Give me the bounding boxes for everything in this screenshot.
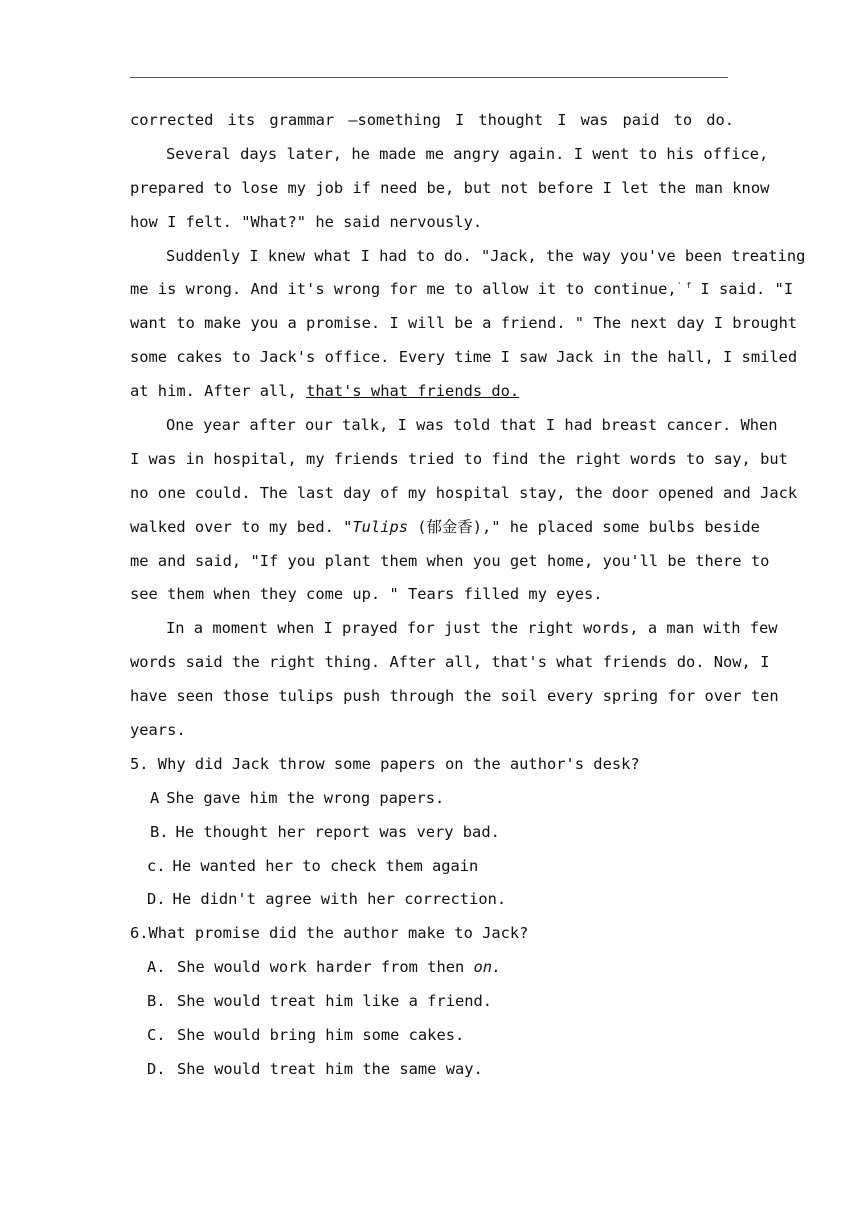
option-text-italic: on. bbox=[473, 958, 502, 977]
header-rule bbox=[130, 77, 728, 78]
passage-line: I was in hospital, my friends tried to find the right words to say, but bbox=[130, 449, 788, 468]
passage-line: In a moment when I prayed for just the right words, a man with few bbox=[166, 619, 778, 638]
option-text bbox=[177, 951, 501, 985]
answer-option-b[interactable] bbox=[130, 985, 734, 1019]
option-letter: C. bbox=[147, 1026, 166, 1045]
passage-line: me and said, "If you plant them when you get home, you'll be there to bbox=[130, 551, 770, 570]
passage-text: I said. "I bbox=[691, 280, 794, 299]
passage-line: prepared to lose my job if need be, but not before I let the man know bbox=[130, 178, 770, 197]
italic-word: Tulips bbox=[352, 517, 408, 536]
option-text: He thought her report was very bad. bbox=[175, 822, 500, 841]
passage-line bbox=[130, 375, 734, 409]
answer-option-c[interactable] bbox=[130, 1019, 734, 1053]
option-letter: A bbox=[150, 788, 160, 807]
answer-option-d[interactable] bbox=[130, 883, 734, 917]
option-text: She would treat him like a friend. bbox=[177, 992, 493, 1011]
option-text: He wanted her to check them again bbox=[172, 856, 479, 875]
passage-line: Several days later, he made me angry again. I went to his office, bbox=[166, 144, 769, 163]
passage-line: see them when they come up. " Tears filled my eyes. bbox=[130, 585, 603, 604]
answer-option-d[interactable] bbox=[130, 1053, 734, 1087]
option-letter: D. bbox=[147, 1059, 166, 1078]
document-body bbox=[130, 104, 806, 1087]
option-letter: B. bbox=[150, 822, 169, 841]
option-letter: A. bbox=[147, 958, 166, 977]
passage-text: at him. After all, bbox=[130, 382, 307, 401]
option-text: He didn't agree with her correction. bbox=[172, 890, 507, 909]
passage-text: (郁金香)," he placed some bulbs beside bbox=[408, 517, 760, 536]
passage-line: no one could. The last day of my hospital stay, the door opened and Jack bbox=[130, 483, 798, 502]
answer-option-a[interactable] bbox=[130, 782, 734, 816]
option-text: She gave him the wrong papers. bbox=[166, 788, 445, 807]
question-stem: 6.What promise did the author make to Jack? bbox=[130, 924, 529, 943]
option-text-main: She would work harder from then bbox=[177, 958, 474, 977]
underlined-phrase: that's what friends do. bbox=[306, 382, 520, 401]
passage-text: me is wrong. And it's wrong for me to allow it to continue, bbox=[130, 280, 677, 299]
passage-line: corrected its grammar —something I thought I was paid to do. bbox=[130, 111, 734, 129]
passage-line: words said the right thing. After all, that's what friends do. Now, I bbox=[130, 653, 770, 672]
stray-mark: ' f bbox=[676, 281, 692, 291]
option-text: She would bring him some cakes. bbox=[177, 1026, 465, 1045]
passage-text: walked over to my bed. " bbox=[130, 517, 353, 536]
passage-line bbox=[130, 511, 760, 545]
passage-line: have seen those tulips push through the soil every spring for over ten bbox=[130, 687, 779, 706]
passage-line: how I felt. "What?" he said nervously. bbox=[130, 212, 483, 231]
answer-option-a[interactable] bbox=[130, 951, 734, 985]
passage-line: want to make you a promise. I will be a friend. " The next day I brought bbox=[130, 314, 798, 333]
question-stem: 5. Why did Jack throw some papers on the author's desk? bbox=[130, 754, 640, 773]
option-letter: D. bbox=[147, 890, 166, 909]
passage-line: some cakes to Jack's office. Every time I saw Jack in the hall, I smiled bbox=[130, 348, 798, 367]
passage-line: years. bbox=[130, 721, 186, 740]
answer-option-b[interactable] bbox=[130, 816, 734, 850]
option-letter: B. bbox=[147, 992, 166, 1011]
option-letter: c. bbox=[147, 856, 166, 875]
option-text: She would treat him the same way. bbox=[177, 1059, 483, 1078]
passage-line: Suddenly I knew what I had to do. "Jack, the way you've been treating bbox=[166, 246, 806, 265]
passage-line bbox=[130, 273, 794, 307]
answer-option-c[interactable] bbox=[130, 850, 734, 884]
passage-line: One year after our talk, I was told that I had breast cancer. When bbox=[166, 416, 778, 435]
